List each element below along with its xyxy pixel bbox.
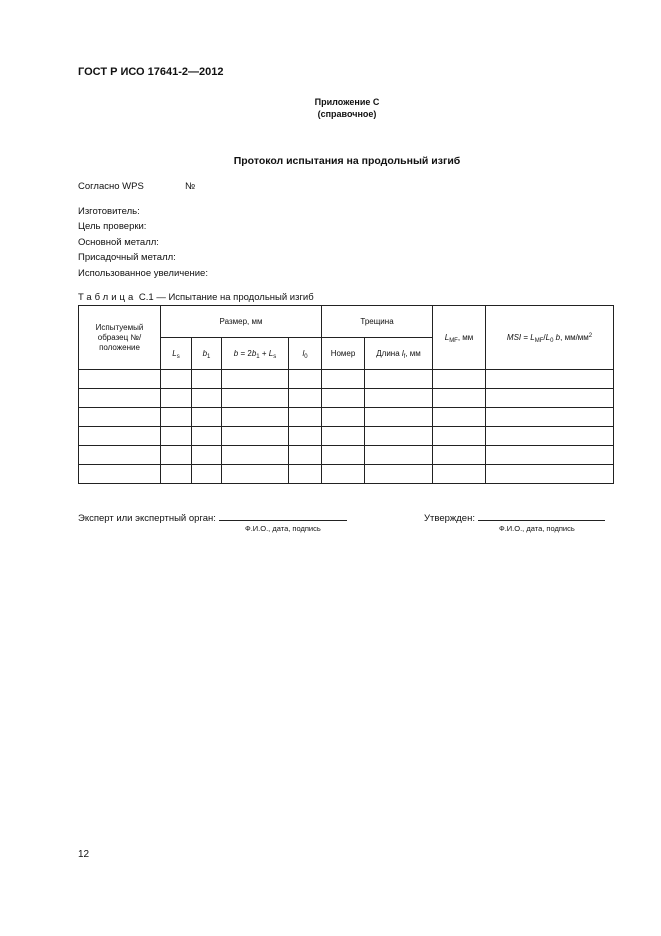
table-cell	[222, 389, 289, 408]
table-cell	[486, 370, 614, 389]
expert-note: Ф.И.О., дата, подпись	[245, 524, 321, 533]
expert-signature	[78, 511, 347, 524]
table-cell	[486, 446, 614, 465]
table-cell	[289, 427, 322, 446]
table-cell	[486, 408, 614, 427]
table-cell	[322, 446, 365, 465]
table-row	[79, 389, 614, 408]
table-cell	[433, 370, 486, 389]
table-cell	[433, 427, 486, 446]
field-magnification: Использованное увеличение:	[78, 268, 208, 279]
table-cell	[322, 427, 365, 446]
table-cell	[161, 370, 192, 389]
bf-b1-sub: 1	[256, 353, 260, 360]
table-cell	[192, 465, 222, 484]
table-cell	[433, 389, 486, 408]
expert-signature-line	[219, 511, 347, 521]
protocol-title: Протокол испытания на продольный изгиб	[233, 155, 461, 167]
crack-length-prefix: Длина	[376, 348, 402, 358]
crack-length-suffix: , мм	[405, 348, 421, 358]
lmf-l: L	[444, 332, 450, 342]
crack-length-l: l	[401, 348, 404, 358]
approved-signature	[424, 511, 605, 524]
bf-plus: +	[259, 348, 269, 358]
table-cell	[486, 427, 614, 446]
ls-l: L	[172, 348, 177, 358]
document-header: ГОСТ Р ИСО 17641-2—2012	[78, 66, 224, 78]
crack-length-sub: f	[403, 353, 406, 360]
bf-l-sub: s	[273, 353, 277, 360]
wps-number-label: №	[185, 181, 196, 192]
msi-eq: =	[521, 332, 531, 342]
table-cell	[433, 446, 486, 465]
bf-b: b	[233, 348, 239, 358]
table-cell	[289, 389, 322, 408]
table-cell	[79, 427, 161, 446]
header-b1	[192, 338, 222, 370]
header-b-formula	[222, 338, 289, 370]
header-l0	[289, 338, 322, 370]
approved-note: Ф.И.О., дата, подпись	[499, 524, 575, 533]
table-cell	[79, 465, 161, 484]
table-cell	[365, 389, 433, 408]
msi-units: , мм/мм	[560, 332, 589, 342]
table-cell	[322, 408, 365, 427]
header-msi	[486, 306, 614, 370]
field-base-metal: Основной металл:	[78, 237, 159, 248]
header-crack-number: Номер	[322, 338, 365, 370]
page-number: 12	[78, 849, 90, 860]
msi-b: b	[555, 332, 561, 342]
msi-l0: L	[545, 332, 551, 342]
header-crack-length	[365, 338, 433, 370]
approved-signature-line	[478, 511, 605, 521]
bf-l: L	[268, 348, 274, 358]
msi-l: L	[530, 332, 535, 342]
msi-sup: 2	[588, 332, 593, 339]
table-cell	[161, 446, 192, 465]
bf-eq: = 2	[238, 348, 252, 358]
table-cell	[433, 408, 486, 427]
table-cell	[365, 408, 433, 427]
table-cell	[79, 370, 161, 389]
table-row	[79, 408, 614, 427]
table-cell	[322, 370, 365, 389]
table-cell	[289, 408, 322, 427]
lmf-suffix: , мм	[457, 332, 474, 342]
table-cell	[486, 465, 614, 484]
table-cell	[161, 389, 192, 408]
table-cell	[365, 465, 433, 484]
table-cell	[433, 465, 486, 484]
field-filler-metal: Присадочный металл:	[78, 252, 176, 263]
field-test-purpose: Цель проверки:	[78, 221, 147, 232]
table-cell	[289, 465, 322, 484]
header-size: Размер, мм	[161, 306, 322, 338]
l0-l: l	[302, 348, 305, 358]
table-cell	[322, 465, 365, 484]
table-row	[79, 427, 614, 446]
annex-title: Приложение С	[314, 97, 380, 107]
table-cell	[192, 370, 222, 389]
table-cell	[192, 427, 222, 446]
approved-label: Утвержден:	[424, 513, 475, 524]
table-cell	[161, 465, 192, 484]
table-cell	[322, 389, 365, 408]
table-cell	[161, 427, 192, 446]
bend-test-table	[78, 305, 614, 484]
table-cell	[222, 427, 289, 446]
bf-b1: b	[251, 348, 257, 358]
table-cell	[365, 446, 433, 465]
header-crack: Трещина	[322, 306, 433, 338]
table-cell	[289, 370, 322, 389]
table-caption	[78, 292, 314, 303]
table-cell	[365, 370, 433, 389]
table-cell	[79, 408, 161, 427]
table-body	[79, 370, 614, 484]
ls-sub: s	[176, 353, 180, 360]
table-caption-prefix: Таблица	[78, 292, 137, 303]
header-ls	[161, 338, 192, 370]
table-cell	[161, 408, 192, 427]
table-cell	[222, 370, 289, 389]
msi-slash: /	[543, 332, 546, 342]
table-cell	[365, 427, 433, 446]
table-cell	[289, 446, 322, 465]
table-cell	[79, 446, 161, 465]
msi-label: MSI	[506, 332, 522, 342]
annex-subtitle: (справочное)	[317, 109, 377, 119]
lmf-sub: MF	[449, 337, 458, 344]
table-caption-text: С.1 — Испытание на продольный изгиб	[138, 292, 314, 303]
msi-l0-sub: 0	[550, 337, 554, 344]
wps-line	[78, 181, 196, 192]
table-cell	[486, 389, 614, 408]
msi-l-sub: MF	[534, 337, 544, 344]
table-cell	[222, 408, 289, 427]
b1-b: b	[202, 348, 208, 358]
b1-sub: 1	[207, 353, 211, 360]
field-manufacturer: Изготовитель:	[78, 206, 140, 217]
table-cell	[192, 408, 222, 427]
table-cell	[222, 446, 289, 465]
table-cell	[192, 389, 222, 408]
table-cell	[192, 446, 222, 465]
expert-label: Эксперт или экспертный орган:	[78, 513, 216, 524]
table-row	[79, 446, 614, 465]
header-lmf	[433, 306, 486, 370]
header-specimen: Испытуемый образец №/положение	[79, 306, 161, 370]
l0-sub: 0	[304, 353, 308, 360]
table-row	[79, 465, 614, 484]
table-cell	[79, 389, 161, 408]
wps-label: Согласно WPS	[78, 181, 144, 192]
table-row	[79, 370, 614, 389]
table-cell	[222, 465, 289, 484]
